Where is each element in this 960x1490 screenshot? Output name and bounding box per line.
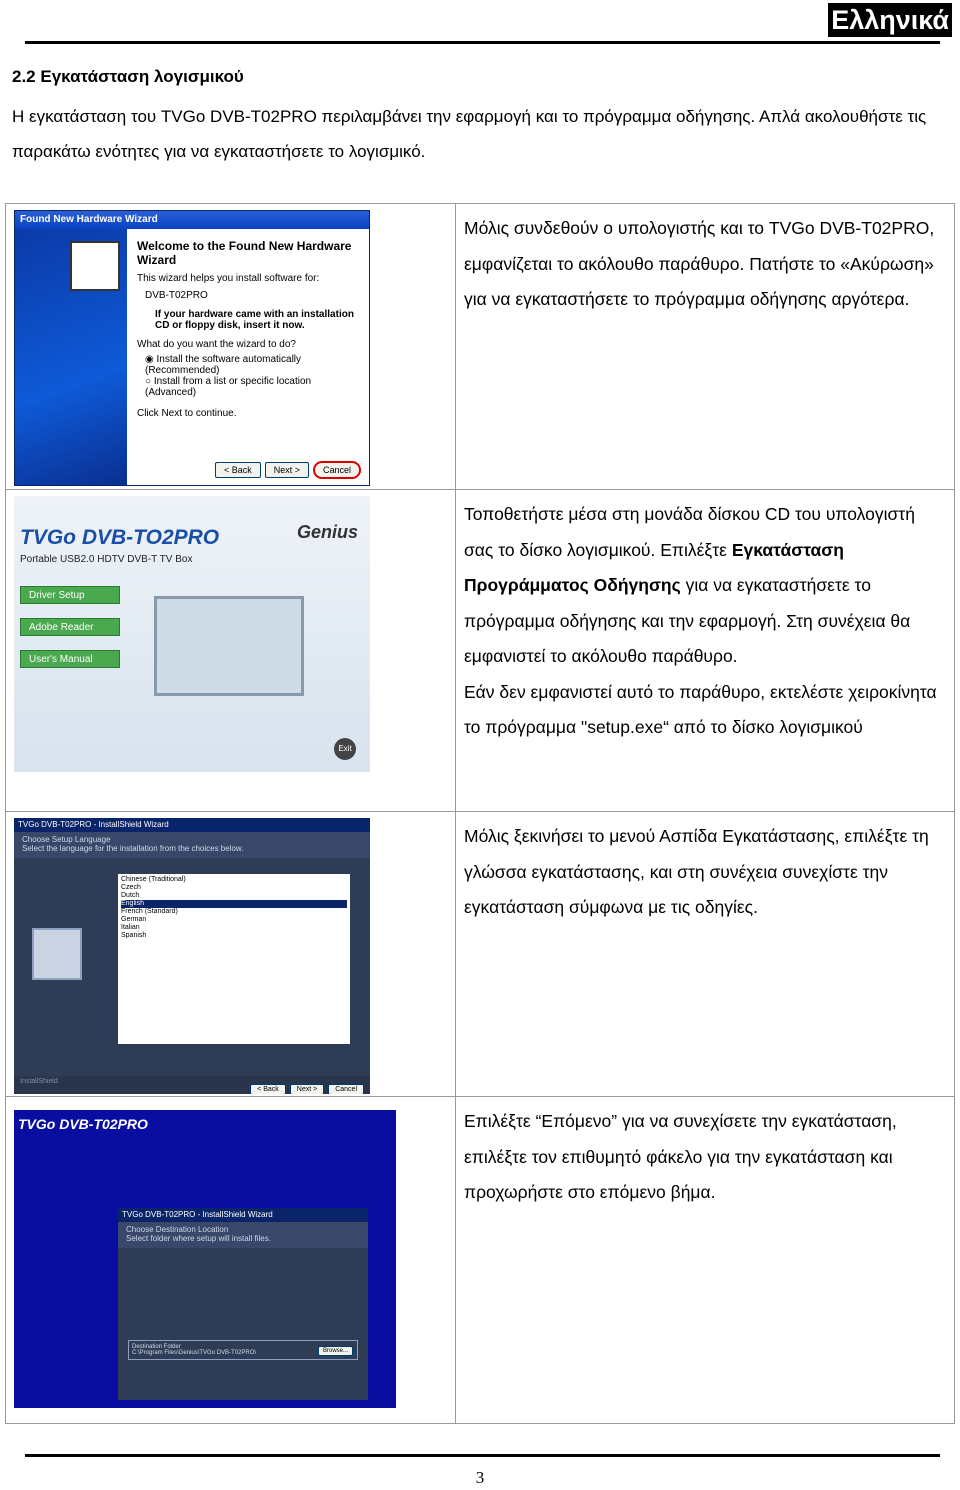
found-new-hardware-screenshot bbox=[14, 210, 370, 486]
tvgo-autorun-screenshot bbox=[14, 496, 370, 772]
continue-hint: Click Next to continue. bbox=[137, 408, 237, 419]
step-image-cell bbox=[6, 1097, 456, 1424]
step-text-note: Εάν δεν εμφανιστεί αυτό το παράθυρο, εκτελέστε χειροκίνητα το πρόγραμμα "setup.exe“ από το δίσκο λογισμικού bbox=[464, 681, 937, 737]
tvgo-brand: TVGo DVB-TO2PRO bbox=[20, 526, 220, 549]
adobe-reader-button[interactable]: Adobe Reader bbox=[20, 618, 120, 636]
driver-setup-button[interactable]: Driver Setup bbox=[20, 586, 120, 604]
step-row bbox=[6, 490, 955, 812]
installshield-language-screenshot bbox=[14, 818, 370, 1094]
header-title: Choose Setup Language bbox=[22, 835, 111, 844]
top-divider bbox=[25, 41, 940, 44]
wizard-line: This wizard helps you install software for: bbox=[137, 273, 320, 284]
window-title: TVGo DVB-T02PRO - InstallShield Wizard bbox=[118, 1208, 368, 1222]
step-image-cell bbox=[6, 204, 456, 490]
header-title: Choose Destination Location bbox=[126, 1225, 229, 1234]
hardware-icon bbox=[70, 241, 120, 291]
step-image-cell bbox=[6, 812, 456, 1097]
users-manual-button[interactable]: User's Manual bbox=[20, 650, 120, 668]
step-text: Μόλις συνδεθούν ο υπολογιστής και το TVGo DVB-T02PRO, εμφανίζεται το ακόλουθο παράθυρο. Πατήστε το «Ακύρωση» για να εγκαταστήσετε το πρόγραμμα οδήγησης αργότερα. bbox=[464, 218, 935, 309]
next-button[interactable]: Next > bbox=[265, 462, 309, 478]
wizard-header bbox=[14, 832, 370, 858]
destination-location-screenshot bbox=[14, 1110, 396, 1408]
step-text: Μόλις ξεκινήσει το μενού Ασπίδα Εγκατάστασης, επιλέξτε τη γλώσσα εγκατάστασης, και στη συνέχεια συνεχίστε την εγκατάσταση σύμφωνα με τις οδηγίες. bbox=[464, 826, 929, 917]
radio-label: Install from a list or specific location (Advanced) bbox=[145, 376, 312, 398]
browse-button[interactable]: Browse... bbox=[318, 1346, 353, 1356]
step-text-bold: Εγκατάσταση Προγράμματος Οδήγησης bbox=[464, 539, 844, 595]
list-item[interactable]: Spanish bbox=[121, 932, 147, 939]
wizard-footer bbox=[14, 1076, 370, 1094]
step-text-part: για να εγκαταστήσετε το πρόγραμμα οδήγησης και την εφαρμογή. Στη συνέχεια θα εμφανιστεί το ακόλουθο παράθυρο. bbox=[464, 575, 911, 666]
radio-option-advanced[interactable]: ○ Install from a list or specific location (Advanced) bbox=[145, 376, 312, 398]
wizard-question: What do you want the wizard to do? bbox=[137, 339, 296, 350]
list-item[interactable]: Italian bbox=[121, 924, 140, 931]
wizard-header bbox=[118, 1222, 368, 1248]
language-badge: Ελληνικά bbox=[828, 3, 952, 37]
step-text-cell bbox=[456, 204, 955, 490]
step-image-cell bbox=[6, 490, 456, 812]
step-text-cell bbox=[456, 812, 955, 1097]
window-title: TVGo DVB-T02PRO - InstallShield Wizard bbox=[14, 818, 370, 832]
radio-label: Install the software automatically (Recommended) bbox=[145, 354, 302, 376]
genius-logo: Genius bbox=[296, 522, 358, 542]
bottom-divider bbox=[25, 1454, 940, 1457]
cancel-button[interactable]: Cancel bbox=[328, 1084, 364, 1094]
tvgo-subtitle: Portable USB2.0 HDTV DVB-T TV Box bbox=[20, 554, 193, 565]
section-title: 2.2 Εγκατάσταση λογισμικού bbox=[12, 67, 244, 86]
laptop-image bbox=[154, 596, 304, 696]
list-item[interactable]: Czech bbox=[121, 884, 141, 891]
exit-button[interactable]: Exit bbox=[334, 738, 356, 760]
list-item[interactable]: German bbox=[121, 916, 147, 923]
wizard-side-panel bbox=[15, 229, 127, 485]
step-row bbox=[6, 1097, 955, 1424]
header-subtitle: Select folder where setup will install files. bbox=[126, 1234, 271, 1243]
wizard-heading: Welcome to the Found New Hardware Wizard bbox=[137, 239, 352, 267]
wizard-buttons bbox=[211, 461, 361, 479]
computer-icon bbox=[32, 928, 82, 980]
device-name: DVB-T02PRO bbox=[145, 290, 208, 301]
installshield-brand: InstallShield bbox=[20, 1078, 58, 1085]
step-row bbox=[6, 204, 955, 490]
step-text-cell bbox=[456, 490, 955, 812]
step-text bbox=[464, 497, 946, 675]
list-item[interactable]: Dutch bbox=[121, 892, 140, 899]
wizard-body bbox=[127, 229, 369, 485]
header-subtitle: Select the language for the installation from the choices below. bbox=[22, 844, 244, 853]
back-button[interactable]: < Back bbox=[215, 462, 261, 478]
page-number: 3 bbox=[475, 1468, 485, 1487]
step-text: Επιλέξτε “Επόμενο” για να συνεχίσετε την εγκατάσταση, επιλέξτε τον επιθυμητό φάκελο για την εγκατάσταση και προχωρήστε στο επόμενο βήμα. bbox=[464, 1111, 897, 1202]
list-item[interactable]: French (Standard) bbox=[121, 908, 178, 915]
step-text-part: Τοποθετήστε μέσα στη μονάδα δίσκου CD του υπολογιστή σας το δίσκο λογισμικού. Επιλέξτε bbox=[464, 504, 915, 560]
window-title: Found New Hardware Wizard bbox=[15, 211, 369, 229]
list-item-selected[interactable]: English bbox=[121, 900, 347, 908]
list-item[interactable]: Chinese (Traditional) bbox=[121, 876, 186, 883]
step-text-cell bbox=[456, 1097, 955, 1424]
steps-table bbox=[5, 203, 955, 1424]
radio-option-automatic[interactable]: ◉ Install the software automatically (Recommended) bbox=[145, 354, 302, 376]
intro-paragraph: Η εγκατάσταση του TVGo DVB-T02PRO περιλαμβάνει την εφαρμογή και το πρόγραμμα οδήγησης. Απλά ακολουθήστε τις παρακάτω ενότητες για να εγκαταστήσετε το λογισμικό. bbox=[12, 107, 927, 161]
destination-folder-group bbox=[128, 1340, 358, 1360]
tvgo-brand: TVGo DVB-T02PRO bbox=[18, 1116, 148, 1132]
back-button[interactable]: < Back bbox=[250, 1084, 286, 1094]
next-button[interactable]: Next > bbox=[290, 1084, 324, 1094]
folder-path: C:\Program Files\Genius\TVGo DVB-T02PRO\ bbox=[132, 1350, 257, 1356]
installshield-window bbox=[118, 1208, 368, 1400]
folder-label: Destination Folder bbox=[132, 1344, 181, 1350]
cancel-button[interactable]: Cancel bbox=[313, 461, 361, 479]
step-row bbox=[6, 812, 955, 1097]
cd-note: If your hardware came with an installation CD or floppy disk, insert it now. bbox=[155, 309, 354, 331]
language-list[interactable] bbox=[118, 874, 350, 1044]
